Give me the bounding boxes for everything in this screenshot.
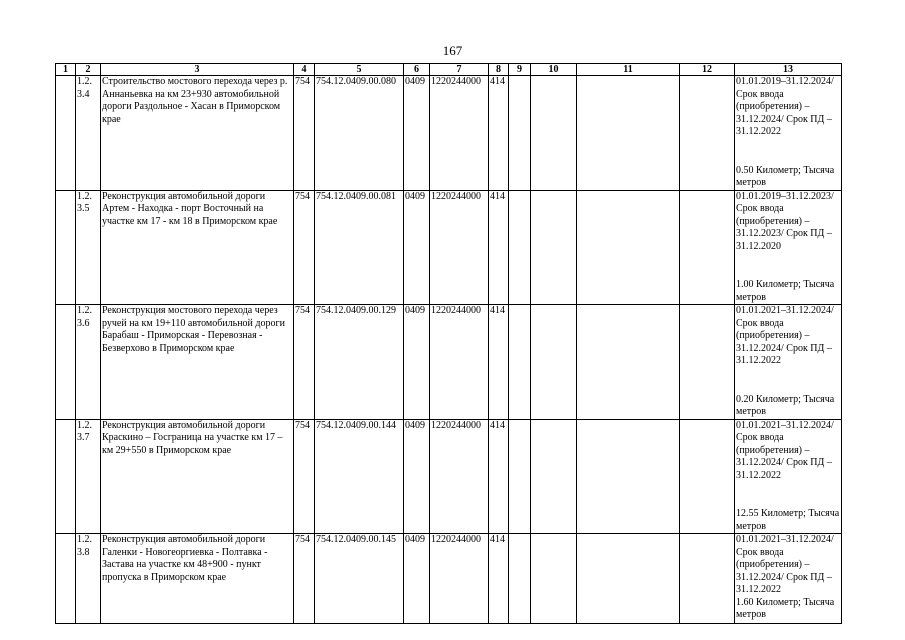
cell-col12 <box>680 419 735 534</box>
column-header: 13 <box>735 64 842 76</box>
period-and-capacity <box>735 190 842 305</box>
column-header: 8 <box>489 64 509 76</box>
cell-col10 <box>531 76 577 191</box>
cell-col12 <box>680 76 735 191</box>
expense-type: 414 <box>489 76 509 191</box>
item-number: 1.2.3.8 <box>76 534 101 624</box>
cell-col9 <box>509 419 531 534</box>
ministry-code: 754 <box>294 534 315 624</box>
column-header: 7 <box>430 64 489 76</box>
cell-col1 <box>56 534 76 624</box>
column-header: 2 <box>76 64 101 76</box>
target-article: 1220244000 <box>430 76 489 191</box>
object-name: Реконструкция автомобильной дороги Краскино – Госграница на участке км 17 – км 29+550 в Приморском крае <box>101 419 294 534</box>
column-header: 12 <box>680 64 735 76</box>
table-row <box>56 76 842 191</box>
period-text: 01.01.2021–31.12.2024/ Срок ввода (приобретения) – 31.12.2024/ Срок ПД – 31.12.2022 <box>736 534 834 595</box>
budget-table <box>55 63 842 624</box>
column-header: 1 <box>56 64 76 76</box>
capacity-text: 0.50 Километр; Тысяча метров <box>736 164 835 188</box>
cell-col11 <box>577 534 680 624</box>
column-header: 11 <box>577 64 680 76</box>
capacity-text: 1.60 Километр; Тысяча метров <box>736 596 835 620</box>
column-header: 10 <box>531 64 577 76</box>
ministry-code: 754 <box>294 419 315 534</box>
period-text: 01.01.2021–31.12.2024/ Срок ввода (приобретения) – 31.12.2024/ Срок ПД – 31.12.2022 <box>736 419 834 481</box>
target-article: 1220244000 <box>430 419 489 534</box>
cell-col9 <box>509 190 531 305</box>
object-name: Строительство мостового перехода через р. Аннаньевка на км 23+930 автомобильной дороги Раздольное - Хасан в Приморском крае <box>101 76 294 191</box>
object-name: Реконструкция мостового перехода через ручей на км 19+110 автомобильной дороги Барабаш - Приморская - Перевозная - Безверхово в Приморском крае <box>101 305 294 420</box>
cell-col10 <box>531 305 577 420</box>
target-article: 1220244000 <box>430 305 489 420</box>
item-number: 1.2.3.4 <box>76 76 101 191</box>
cell-col10 <box>531 534 577 624</box>
ministry-code: 754 <box>294 190 315 305</box>
cell-col9 <box>509 76 531 191</box>
expense-type: 414 <box>489 190 509 305</box>
cell-col12 <box>680 305 735 420</box>
object-code: 754.12.0409.00.145 <box>315 534 404 624</box>
period-and-capacity <box>735 76 842 191</box>
item-number: 1.2.3.7 <box>76 419 101 534</box>
column-header: 3 <box>101 64 294 76</box>
cell-col1 <box>56 190 76 305</box>
object-code: 754.12.0409.00.129 <box>315 305 404 420</box>
cell-col9 <box>509 534 531 624</box>
period-and-capacity <box>735 534 842 624</box>
page-number: 167 <box>442 43 463 58</box>
section-code: 0409 <box>404 190 430 305</box>
table-row <box>56 190 842 305</box>
section-code: 0409 <box>404 76 430 191</box>
object-name: Реконструкция автомобильной дороги Галенки - Новогеоргиевка - Полтавка - Застава на участке км 48+900 - пункт пропуска в Приморском крае <box>101 534 294 624</box>
period-text: 01.01.2021–31.12.2024/ Срок ввода (приобретения) – 31.12.2024/ Срок ПД – 31.12.2022 <box>736 305 834 366</box>
expense-type: 414 <box>489 419 509 534</box>
column-header: 9 <box>509 64 531 76</box>
object-code: 754.12.0409.00.144 <box>315 419 404 534</box>
cell-col10 <box>531 190 577 305</box>
target-article: 1220244000 <box>430 190 489 305</box>
cell-col11 <box>577 419 680 534</box>
period-and-capacity <box>735 419 842 534</box>
table-row <box>56 419 842 534</box>
column-header: 4 <box>294 64 315 76</box>
object-code: 754.12.0409.00.081 <box>315 190 404 305</box>
object-name: Реконструкция автомобильной дороги Артем - Находка - порт Восточный на участке км 17 - км 18 в Приморском крае <box>101 190 294 305</box>
section-code: 0409 <box>404 534 430 624</box>
cell-col12 <box>680 190 735 305</box>
capacity-text: 12.55 Километр; Тысяча метров <box>736 508 840 532</box>
header-row <box>56 64 842 76</box>
cell-col11 <box>577 190 680 305</box>
item-number: 1.2.3.6 <box>76 305 101 420</box>
section-code: 0409 <box>404 419 430 534</box>
table-row <box>56 305 842 420</box>
cell-col1 <box>56 419 76 534</box>
cell-col1 <box>56 76 76 191</box>
item-number: 1.2.3.5 <box>76 190 101 305</box>
period-and-capacity <box>735 305 842 420</box>
column-header: 6 <box>404 64 430 76</box>
period-text: 01.01.2019–31.12.2024/ Срок ввода (приобретения) – 31.12.2024/ Срок ПД – 31.12.2022 <box>736 76 834 137</box>
expense-type: 414 <box>489 534 509 624</box>
table-row <box>56 534 842 624</box>
cell-col9 <box>509 305 531 420</box>
ministry-code: 754 <box>294 305 315 420</box>
cell-col12 <box>680 534 735 624</box>
expense-type: 414 <box>489 305 509 420</box>
column-header: 5 <box>315 64 404 76</box>
target-article: 1220244000 <box>430 534 489 624</box>
capacity-text: 0.20 Километр; Тысяча метров <box>736 393 835 417</box>
cell-col10 <box>531 419 577 534</box>
ministry-code: 754 <box>294 76 315 191</box>
object-code: 754.12.0409.00.080 <box>315 76 404 191</box>
cell-col1 <box>56 305 76 420</box>
cell-col11 <box>577 305 680 420</box>
cell-col11 <box>577 76 680 191</box>
capacity-text: 1.00 Километр; Тысяча метров <box>736 279 835 303</box>
section-code: 0409 <box>404 305 430 420</box>
period-text: 01.01.2019–31.12.2023/ Срок ввода (приобретения) – 31.12.2023/ Срок ПД – 31.12.2020 <box>736 190 834 252</box>
